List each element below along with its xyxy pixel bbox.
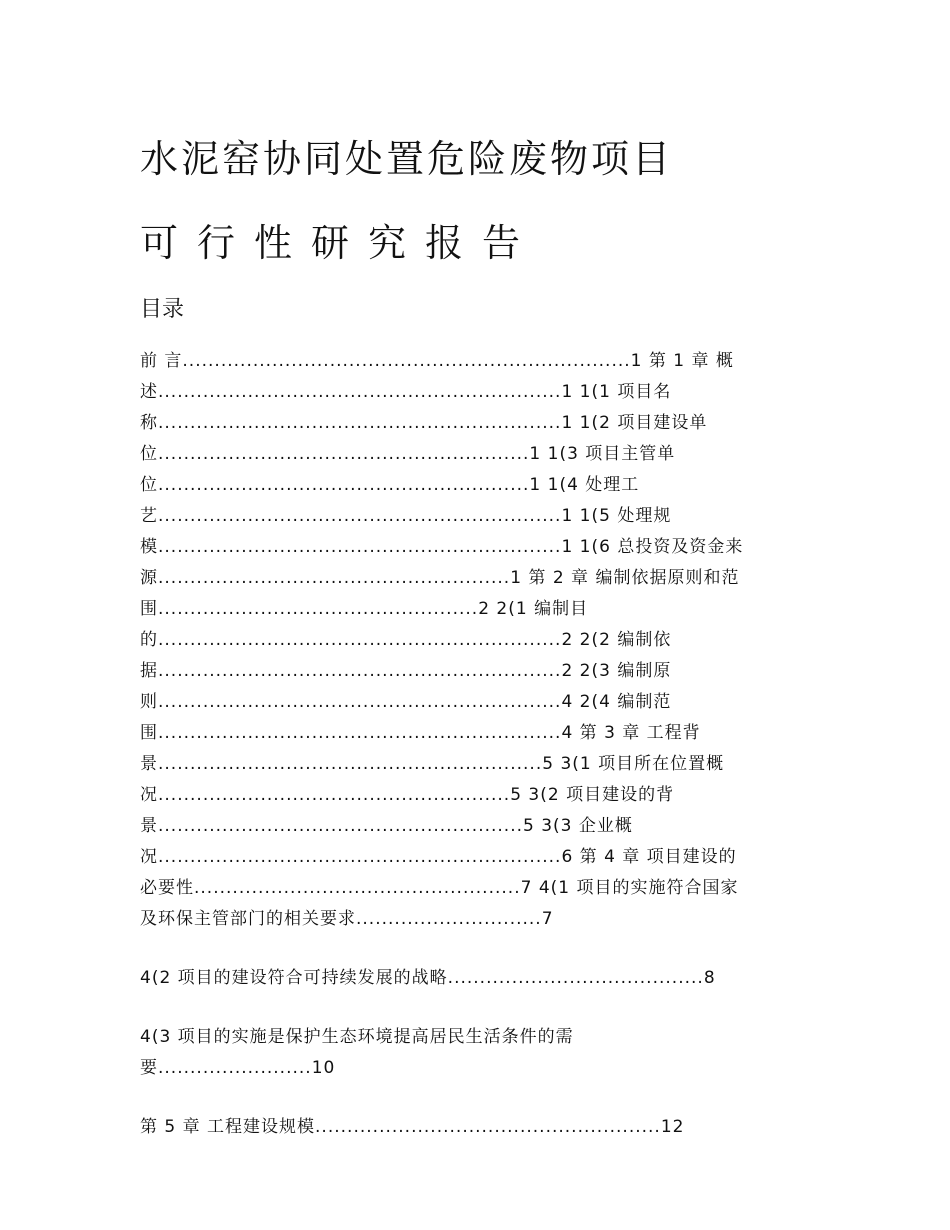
toc-entry-chapter-5: 第 5 章 工程建设规模......................................................12 xyxy=(140,1117,685,1137)
table-of-contents xyxy=(140,346,820,1143)
toc-spacer xyxy=(140,1084,820,1112)
toc-entry-4-3-cont: 要........................10 xyxy=(140,1058,336,1078)
toc-spacer xyxy=(140,994,820,1022)
toc-entry: 位..........................................................1 1(4 处理工 xyxy=(140,475,640,495)
toc-entry: 的...............................................................2 2(2 编制依 xyxy=(140,630,672,650)
toc-entry: 况.......................................................5 3(2 项目建设的背 xyxy=(140,785,675,805)
toc-entry: 景.........................................................5 3(3 企业概 xyxy=(140,816,633,836)
toc-entry: 必要性...................................................7 4(1 项目的实施符合国家 xyxy=(140,878,739,898)
toc-entry: 及环保主管部门的相关要求.............................7 xyxy=(140,909,554,929)
toc-entry-4-3: 4(3 项目的实施是保护生态环境提高居民生活条件的需 xyxy=(140,1027,574,1047)
toc-entry: 称...............................................................1 1(2 项目建设单 xyxy=(140,413,708,433)
toc-entry: 则...............................................................4 2(4 编制范 xyxy=(140,692,672,712)
toc-entry: 位..........................................................1 1(3 项目主管单 xyxy=(140,444,676,464)
document-title-line2: 可行性研究报告 xyxy=(140,221,540,265)
toc-heading: 目录 xyxy=(140,297,185,322)
toc-entry: 述...............................................................1 1(1 项目名 xyxy=(140,382,672,402)
toc-entry: 景............................................................5 3(1 项目所在位置概 xyxy=(140,754,725,774)
toc-spacer xyxy=(140,935,820,963)
toc-entry: 前 言......................................................................1 第 1 章 概 xyxy=(140,351,734,371)
toc-entry: 模...............................................................1 1(6 总投资及资金来 xyxy=(140,537,744,557)
toc-entry: 况...............................................................6 第 4 章 项目建设的 xyxy=(140,847,737,867)
toc-entry: 艺...............................................................1 1(5 处理规 xyxy=(140,506,672,526)
document-title-line1: 水泥窑协同处置危险废物项目 xyxy=(140,137,674,181)
toc-entry: 源.......................................................1 第 2 章 编制依据原则和范 xyxy=(140,568,740,588)
toc-entry-4-2: 4(2 项目的建设符合可持续发展的战略........................................8 xyxy=(140,968,716,988)
toc-entry: 围...............................................................4 第 3 章 工程背 xyxy=(140,723,701,743)
toc-entry: 据...............................................................2 2(3 编制原 xyxy=(140,661,672,681)
toc-entry: 围..................................................2 2(1 编制目 xyxy=(140,599,589,619)
